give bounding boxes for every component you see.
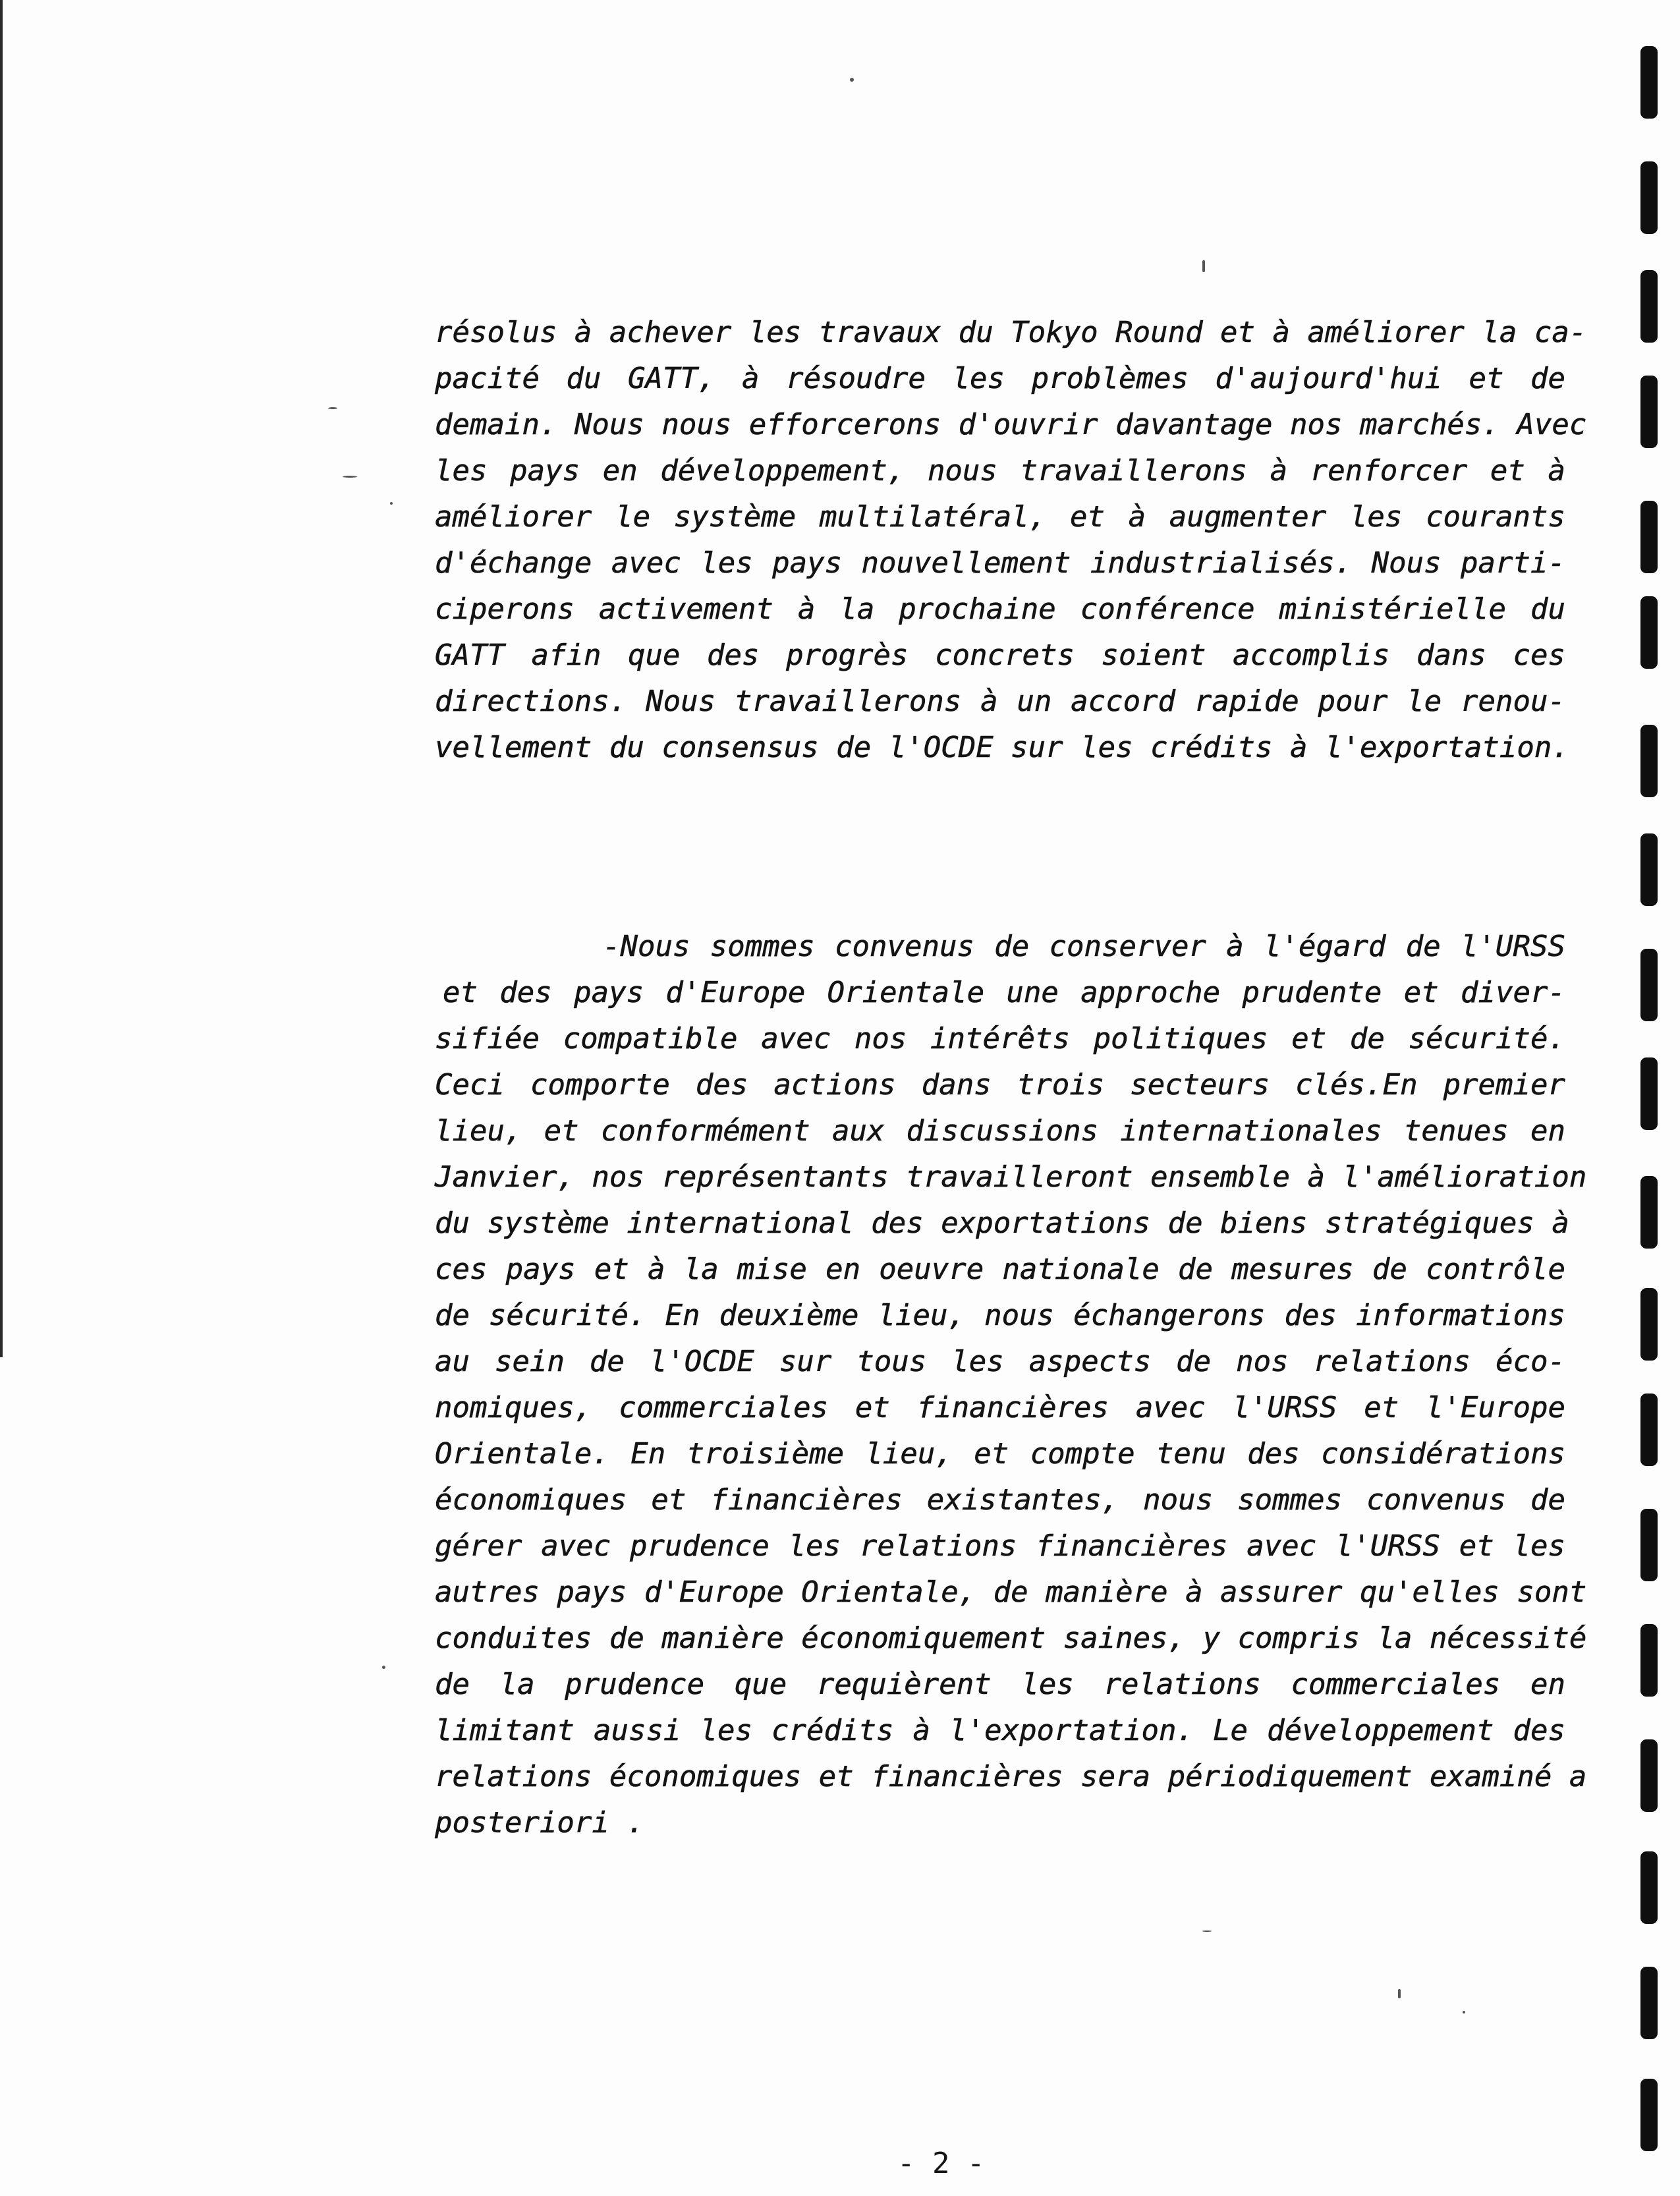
text-line: pacité du GATT, à résoudre les problèmes d'aujourd'hui et de <box>435 362 1565 395</box>
text-line: limitant aussi les crédits à l'exportation. Le développement des <box>435 1714 1565 1747</box>
text-line: du système international des exportations de biens stratégiques à <box>435 1206 1569 1240</box>
text-line: relations économiques et financières sera périodiquement examiné a <box>435 1760 1587 1793</box>
text-line: les pays en développement, nous travaillerons à renforcer et à <box>435 454 1565 488</box>
text-line: GATT afin que des progrès concrets soient accomplis dans ces <box>435 638 1565 672</box>
page-number: - 2 - <box>897 2147 985 2180</box>
punch-hole-mark <box>1640 1176 1658 1249</box>
punch-hole-mark <box>1640 1509 1658 1581</box>
text-line: sifiée compatible avec nos intérêts politiques et de sécurité. <box>435 1022 1565 1056</box>
punch-hole-mark <box>1640 1851 1658 1924</box>
punch-hole-mark <box>1640 725 1658 797</box>
text-line: gérer avec prudence les relations financières avec l'URSS et les <box>435 1529 1565 1563</box>
paragraph-trade <box>435 310 1587 771</box>
text-line: d'échange avec les pays nouvellement industrialisés. Nous parti- <box>435 546 1565 580</box>
punch-hole-mark <box>1640 270 1658 343</box>
scan-speck <box>1202 260 1205 272</box>
punch-hole-mark <box>1640 2079 1658 2151</box>
scan-speck <box>1463 2011 1465 2013</box>
punch-hole-mark <box>1640 376 1658 448</box>
punch-hole-mark <box>1640 1394 1658 1466</box>
text-line: -Nous sommes convenus de conserver à l'égard de l'URSS <box>603 930 1565 963</box>
text-line: résolus à achever les travaux du Tokyo Round et à améliorer la ca- <box>435 316 1587 349</box>
text-line: de sécurité. En deuxième lieu, nous échangerons des informations <box>435 1299 1565 1332</box>
text-line: au sein de l'OCDE sur tous les aspects de nos relations éco- <box>435 1345 1565 1378</box>
text-line: Janvier, nos représentants travailleront ensemble à l'amélioration <box>435 1160 1587 1194</box>
text-line: vellement du consensus de l'OCDE sur les crédits à l'exportation. <box>435 731 1569 764</box>
text-line: Ceci comporte des actions dans trois secteurs clés.En premier <box>435 1068 1565 1102</box>
text-line: ces pays et à la mise en oeuvre nationale de mesures de contrôle <box>435 1253 1565 1286</box>
text-line: et des pays d'Europe Orientale une approche prudente et diver- <box>443 976 1565 1009</box>
punch-hole-mark <box>1640 161 1658 234</box>
scan-speck <box>328 407 337 409</box>
text-line: de la prudence que requièrent les relations commerciales en <box>435 1668 1565 1701</box>
text-line: économiques et financières existantes, nous sommes convenus de <box>435 1483 1565 1517</box>
punch-hole-mark <box>1640 1288 1658 1361</box>
punch-hole-mark <box>1640 596 1658 669</box>
text-line: ciperons activement à la prochaine conférence ministérielle du <box>435 592 1565 626</box>
text-line: posteriori . <box>435 1806 644 1840</box>
punch-hole-mark <box>1640 46 1658 119</box>
punch-hole-mark <box>1640 833 1658 906</box>
punch-hole-mark <box>1640 949 1658 1021</box>
text-line: autres pays d'Europe Orientale, de manière à assurer qu'elles sont <box>435 1575 1587 1609</box>
text-line: améliorer le système multilatéral, et à augmenter les courants <box>435 500 1565 534</box>
scan-speck <box>382 1666 385 1669</box>
scan-speck <box>850 78 854 82</box>
text-line: nomiques, commerciales et financières avec l'URSS et l'Europe <box>435 1391 1565 1424</box>
punch-hole-mark <box>1640 501 1658 573</box>
text-line: directions. Nous travaillerons à un accord rapide pour le renou- <box>435 685 1565 718</box>
paragraph-east-west-relations <box>435 924 1587 1846</box>
text-line: conduites de manière économiquement saines, y compris la nécessité <box>435 1621 1587 1655</box>
scan-speck <box>1398 1989 1401 1998</box>
scan-speck <box>390 502 393 505</box>
text-line: Orientale. En troisième lieu, et compte tenu des considérations <box>435 1437 1565 1471</box>
punch-hole-mark <box>1640 1739 1658 1812</box>
binder-punch-marks <box>1640 0 1660 2196</box>
punch-hole-mark <box>1640 1624 1658 1697</box>
scan-speck <box>1202 1930 1212 1932</box>
punch-hole-mark <box>1640 1967 1658 2039</box>
text-line: demain. Nous nous efforcerons d'ouvrir davantage nos marchés. Avec <box>435 408 1587 441</box>
text-line: lieu, et conformément aux discussions internationales tenues en <box>435 1114 1565 1148</box>
punch-hole-mark <box>1640 1057 1658 1130</box>
scan-speck <box>343 476 357 478</box>
page-left-edge-shadow <box>0 0 3 1357</box>
